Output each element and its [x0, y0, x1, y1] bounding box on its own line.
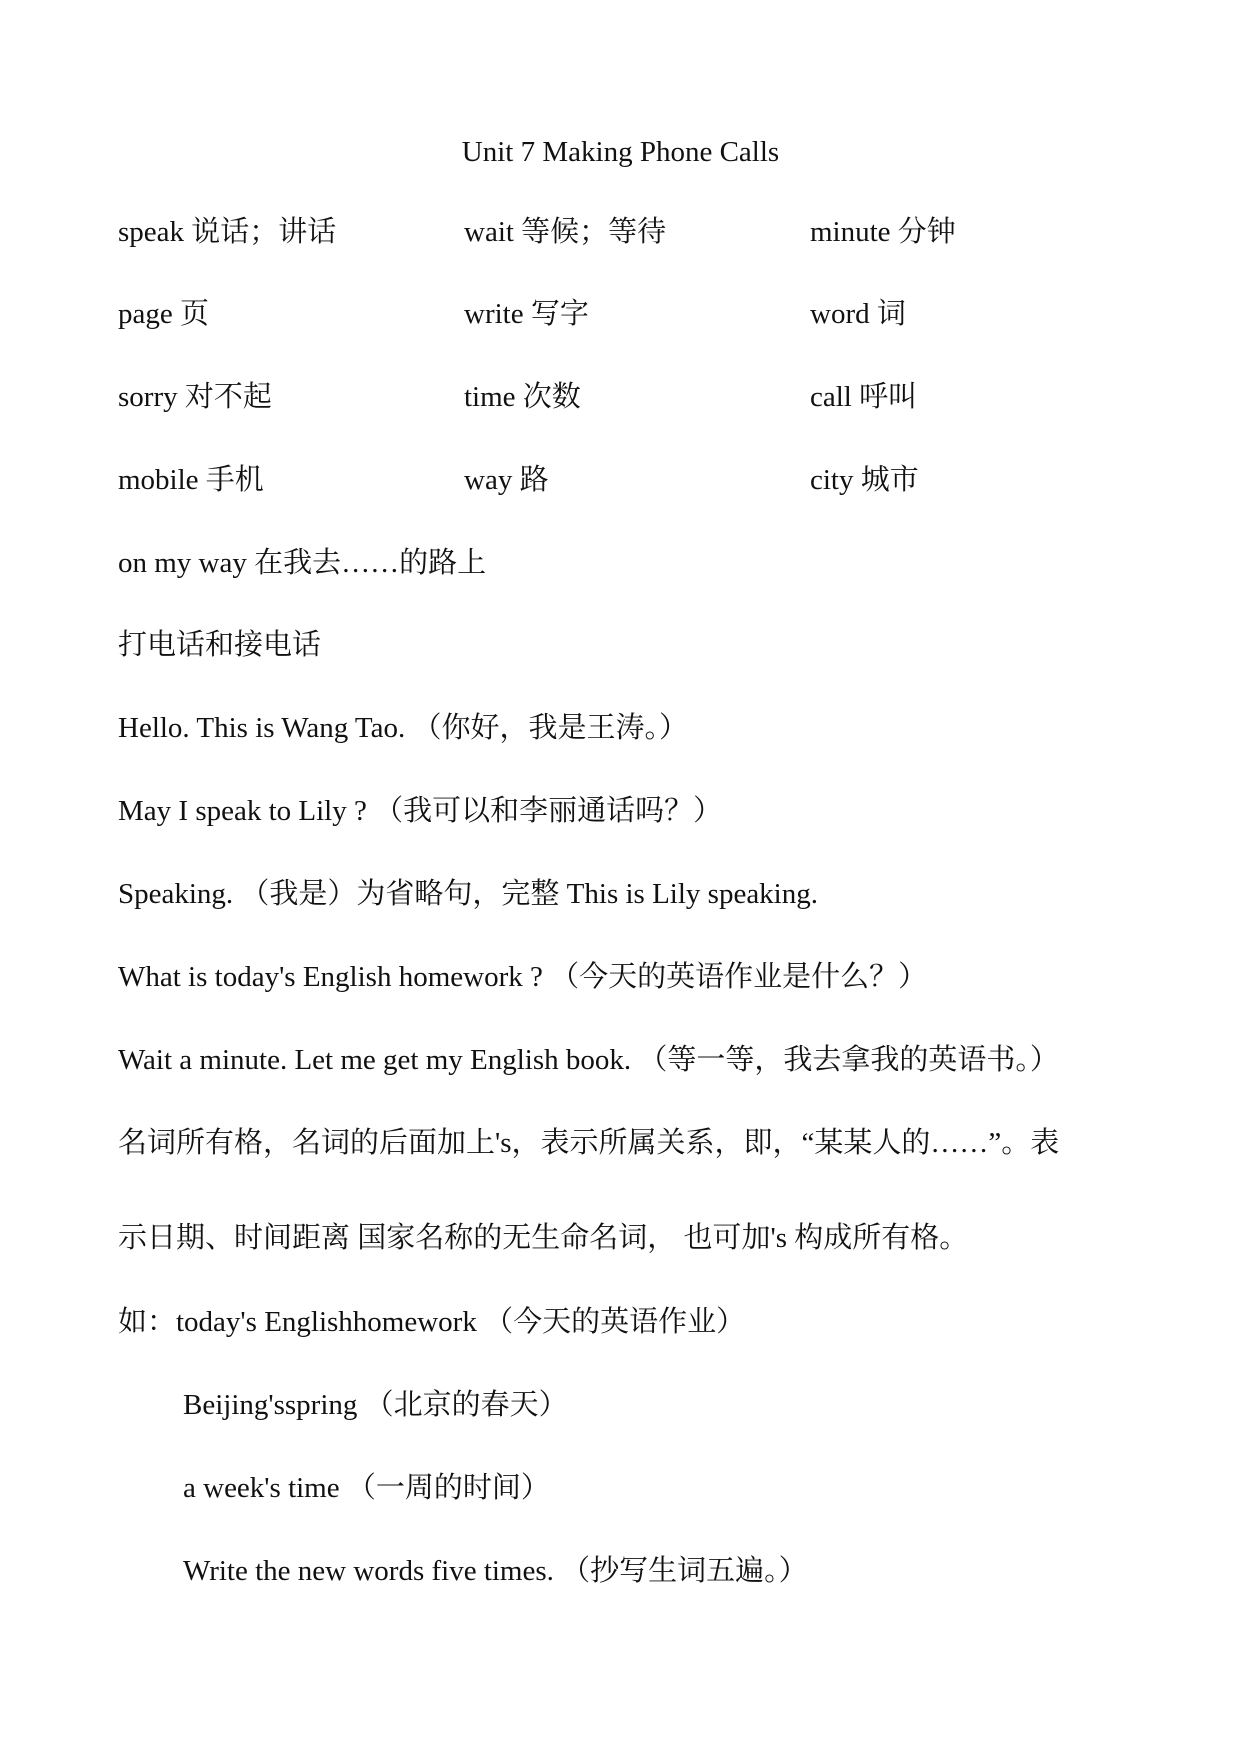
vocab-row [118, 212, 1118, 252]
grammar-note-line: 名词所有格，名词的后面加上's，表示所属关系，即，“某某人的……”。表 [118, 1127, 1060, 1159]
vocab-item: wait 等候；等待 [464, 216, 667, 248]
section-heading: 打电话和接电话 [118, 629, 322, 661]
page-title: Unit 7 Making Phone Calls [461, 136, 780, 168]
example-line: 如：today's Englishhomework （今天的英语作业） [118, 1306, 746, 1338]
vocab-item: mobile 手机 [118, 464, 264, 496]
sentence-line: Wait a minute. Let me get my English book. （等一等，我去拿我的英语书。） [118, 1044, 1059, 1076]
phrase-line: on my way 在我去……的路上 [118, 547, 487, 579]
vocab-row [118, 377, 1118, 417]
sentence-line: Speaking. （我是）为省略句，完整 This is Lily speaking. [118, 878, 818, 910]
sentence-line: Hello. This is Wang Tao. （你好，我是王涛。） [118, 712, 688, 744]
vocab-item: sorry 对不起 [118, 381, 272, 413]
sentence-line: What is today's English homework ? （今天的英语作业是什么？） [118, 961, 928, 993]
vocab-item: speak 说话；讲话 [118, 216, 337, 248]
vocab-item: write 写字 [464, 298, 589, 330]
vocab-item: call 呼叫 [810, 381, 918, 413]
vocab-item: word 词 [810, 298, 906, 330]
vocab-item: way 路 [464, 464, 549, 496]
vocab-row [118, 460, 1118, 500]
vocab-item: time 次数 [464, 381, 581, 413]
example-line: Write the new words five times. （抄写生词五遍。） [183, 1555, 808, 1587]
sentence-line: May I speak to Lily ? （我可以和李丽通话吗？） [118, 795, 723, 827]
vocab-item: city 城市 [810, 464, 919, 496]
example-line: Beijing'sspring （北京的春天） [183, 1389, 568, 1421]
example-line: a week's time （一周的时间） [183, 1472, 550, 1504]
vocab-row [118, 294, 1118, 334]
vocab-item: minute 分钟 [810, 216, 956, 248]
grammar-note-line: 示日期、时间距离 国家名称的无生命名词， 也可加's 构成所有格。 [118, 1222, 969, 1254]
vocab-item: page 页 [118, 298, 209, 330]
